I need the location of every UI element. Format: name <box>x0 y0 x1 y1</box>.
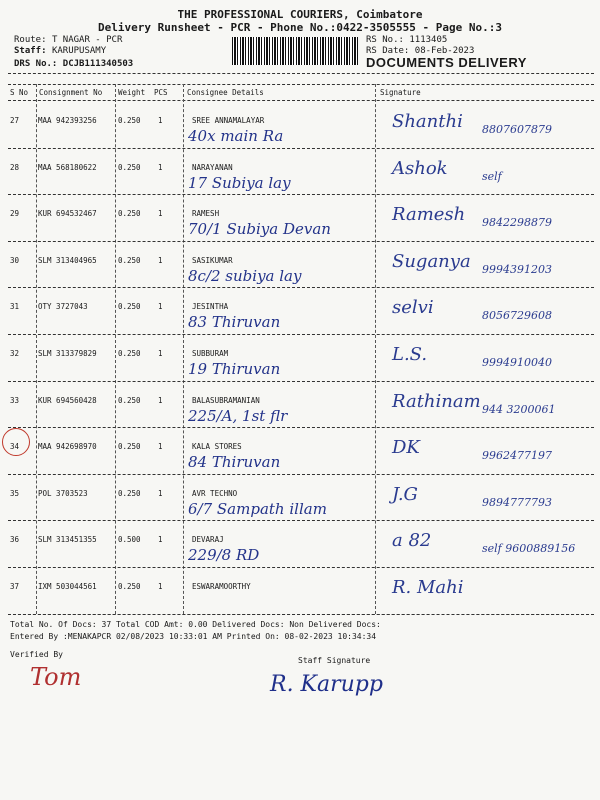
row-consignee-name: SREE ANNAMALAYAR <box>192 116 265 125</box>
row-consignment-no: SLM 313451355 <box>38 535 97 545</box>
col-header-consignment: Consignment No <box>39 88 103 97</box>
row-weight: 0.250 <box>118 395 141 405</box>
row-pcs: 1 <box>158 255 163 265</box>
row-pcs: 1 <box>158 209 163 219</box>
row-pcs: 1 <box>158 582 163 591</box>
row-handwritten-address: 6/7 Sampath illam <box>188 499 327 518</box>
row-handwritten-phone: 9894777793 <box>482 495 552 509</box>
row-sno: 37 <box>10 582 20 591</box>
row-consignment-no: OTY 3727043 <box>38 302 88 312</box>
row-sno: 28 <box>10 162 20 172</box>
row-consignee-name: JESINTHA <box>192 302 229 312</box>
row-divider <box>8 334 594 335</box>
row-consignment-no: SLM 313379829 <box>38 349 97 358</box>
column-line <box>36 84 37 614</box>
row-weight: 0.500 <box>118 535 141 545</box>
row-pcs: 1 <box>158 488 163 498</box>
row-pcs: 1 <box>158 302 163 312</box>
divider <box>8 84 594 85</box>
row-sno: 31 <box>10 302 20 312</box>
row-handwritten-address: 19 Thiruvan <box>188 360 281 378</box>
row-handwritten-address: 225/A, 1st flr <box>188 406 288 425</box>
barcode <box>232 37 358 65</box>
totals-line: Total No. Of Docs: 37 Total COD Amt: 0.00 Delivered Docs: Non Delivered Docs: <box>10 620 381 629</box>
documents-delivery-stamp: DOCUMENTS DELIVERY <box>366 55 527 70</box>
row-consignee-name: SASIKUMAR <box>192 255 233 265</box>
divider <box>8 73 594 74</box>
row-pcs: 1 <box>158 116 163 125</box>
row-weight: 0.250 <box>118 302 141 312</box>
row-divider <box>8 567 594 568</box>
row-divider <box>8 194 594 195</box>
row-divider <box>8 148 594 149</box>
row-signature: selvi <box>392 297 434 319</box>
row-divider <box>8 241 594 242</box>
col-header-weight: Weight <box>118 88 146 97</box>
drs-info: DRS No.: DCJB111340503 <box>14 59 134 69</box>
row-divider <box>8 427 594 428</box>
row-pcs: 1 <box>158 349 163 358</box>
column-line <box>115 84 116 614</box>
row-consignment-no: SLM 313404965 <box>38 255 97 265</box>
verified-signature: Tom <box>30 663 82 691</box>
row-consignment-no: MAA 942698970 <box>38 442 97 452</box>
row-sno: 35 <box>10 488 20 498</box>
col-header-pcs: PCS <box>154 88 168 97</box>
row-pcs: 1 <box>158 535 163 545</box>
row-handwritten-phone: 9962477197 <box>482 449 552 463</box>
row-weight: 0.250 <box>118 442 141 452</box>
company-title: THE PROFESSIONAL COURIERS, Coimbatore <box>177 8 423 21</box>
rs-number: RS No.: 1113405 <box>366 35 448 45</box>
row-weight: 0.250 <box>118 209 141 219</box>
row-consignment-no: KUR 694532467 <box>38 209 97 219</box>
row-pcs: 1 <box>158 395 163 405</box>
row-divider <box>8 474 594 475</box>
row-signature: DK <box>392 437 420 459</box>
row-weight: 0.250 <box>118 488 141 498</box>
row-sno: 27 <box>10 116 20 125</box>
row-signature: Suganya <box>392 250 471 272</box>
row-signature: a 82 <box>392 530 432 552</box>
row-handwritten-address: 40x main Ra <box>188 127 284 145</box>
row-handwritten-address: 229/8 RD <box>188 546 260 565</box>
row-sno: 33 <box>10 395 20 405</box>
row-consignment-no: MAA 942393256 <box>38 116 97 125</box>
row-consignee-name: NARAYANAN <box>192 162 233 172</box>
row-signature: R. Mahi <box>392 577 464 598</box>
row-consignee-name: BALASUBRAMANIAN <box>192 395 260 405</box>
row-signature: L.S. <box>392 344 428 365</box>
row-weight: 0.250 <box>118 255 141 265</box>
col-header-signature: Signature <box>380 88 421 97</box>
row-weight: 0.250 <box>118 162 141 172</box>
row-signature: Rathinam <box>392 390 481 412</box>
row-sno: 32 <box>10 349 20 358</box>
row-sno: 36 <box>10 535 20 545</box>
row-signature: Ashok <box>392 157 448 179</box>
staff-info: Staff: KARUPUSAMY <box>14 46 107 56</box>
column-line <box>375 84 376 614</box>
row-handwritten-phone: self 9600889156 <box>482 542 576 556</box>
row-handwritten-phone: self <box>482 169 502 183</box>
row-consignment-no: POL 3703523 <box>38 488 88 498</box>
entered-by-line: Entered By :MENAKAPCR 02/08/2023 10:33:01 AM Printed On: 08-02-2023 10:34:34 <box>10 632 377 641</box>
row-signature: J.G <box>392 483 418 505</box>
row-consignee-name: ESWARAMOORTHY <box>192 582 251 591</box>
row-consignee-name: AVR TECHNO <box>192 488 238 498</box>
divider <box>8 100 594 101</box>
route-info: Route: T NAGAR - PCR <box>14 35 123 45</box>
row-handwritten-address: 83 Thiruvan <box>188 313 281 332</box>
row-weight: 0.250 <box>118 582 141 591</box>
row-handwritten-phone: 9842298879 <box>482 216 552 230</box>
col-header-sno: S No <box>10 88 29 97</box>
row-consignment-no: MAA 568180622 <box>38 162 97 172</box>
row-handwritten-phone: 9994910040 <box>482 356 552 369</box>
column-line <box>183 84 184 614</box>
row-consignee-name: SUBBURAM <box>192 349 229 358</box>
row-divider <box>8 520 594 521</box>
row-handwritten-phone: 8056729608 <box>482 309 552 323</box>
row-sno: 29 <box>10 209 20 219</box>
row-signature: Ramesh <box>392 204 466 226</box>
col-header-consignee: Consignee Details <box>187 88 264 97</box>
staff-signature: R. Karupp <box>270 672 383 697</box>
row-weight: 0.250 <box>118 116 141 125</box>
verified-by-label: Verified By <box>10 650 63 659</box>
row-consignee-name: DEVARAJ <box>192 535 224 545</box>
row-handwritten-phone: 9994391203 <box>482 262 552 276</box>
row-divider <box>8 287 594 288</box>
row-pcs: 1 <box>158 162 163 172</box>
row-divider <box>8 381 594 382</box>
row-consignee-name: KALA STORES <box>192 442 242 452</box>
staff-signature-label: Staff Signature <box>298 656 371 665</box>
row-handwritten-address: 17 Subiya lay <box>188 173 291 192</box>
row-sno: 34 <box>10 442 20 452</box>
row-pcs: 1 <box>158 442 163 452</box>
runsheet-title: Delivery Runsheet - PCR - Phone No.:0422-3505555 - Page No.:3 <box>98 21 502 34</box>
row-handwritten-phone: 8807607879 <box>482 123 552 136</box>
row-sno: 30 <box>10 255 20 265</box>
row-weight: 0.250 <box>118 349 141 358</box>
handwritten-circle-mark <box>2 428 30 456</box>
divider <box>8 614 594 615</box>
row-consignment-no: IXM 503044561 <box>38 582 97 591</box>
row-handwritten-address: 8c/2 subiya lay <box>188 266 302 285</box>
row-handwritten-address: 70/1 Subiya Devan <box>188 220 331 239</box>
rs-date: RS Date: 08-Feb-2023 <box>366 46 475 56</box>
row-consignee-name: RAMESH <box>192 209 220 219</box>
row-handwritten-phone: 944 3200061 <box>482 402 556 416</box>
row-consignment-no: KUR 694560428 <box>38 395 97 405</box>
row-signature: Shanthi <box>392 111 463 132</box>
row-handwritten-address: 84 Thiruvan <box>188 453 281 472</box>
